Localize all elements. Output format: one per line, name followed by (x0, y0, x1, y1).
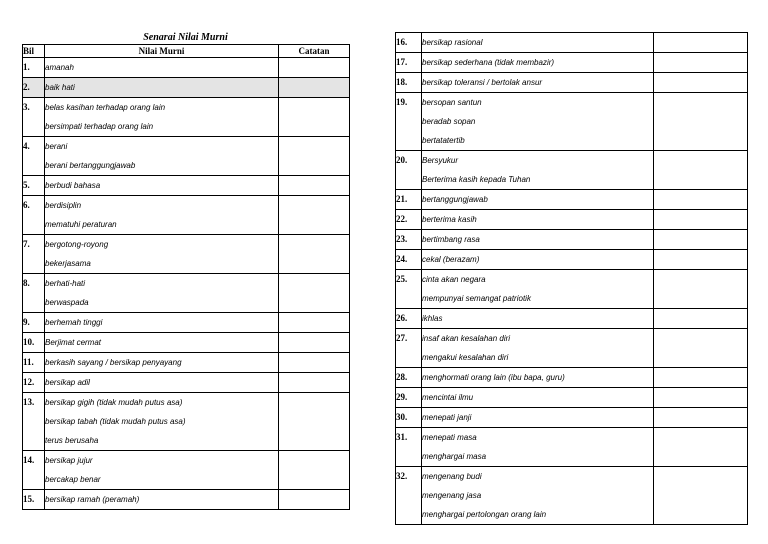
catatan-cell[interactable] (654, 73, 748, 93)
value-text: bersopan santun (422, 98, 482, 107)
catatan-cell[interactable] (654, 270, 748, 309)
value-cell (45, 176, 279, 196)
catatan-cell[interactable] (654, 309, 748, 329)
table-row (396, 210, 748, 230)
row-number: 31. (396, 428, 422, 467)
row-number: 8. (23, 274, 45, 313)
table-row (396, 190, 748, 210)
value-cell (45, 333, 279, 353)
value-cell (422, 270, 654, 309)
value-cell (422, 73, 654, 93)
row-number: 24. (396, 250, 422, 270)
value-text: menghargai masa (422, 452, 487, 461)
value-cell (422, 230, 654, 250)
row-number: 7. (23, 235, 45, 274)
row-number: 15. (23, 490, 45, 510)
catatan-cell[interactable] (279, 451, 350, 490)
catatan-cell[interactable] (654, 408, 748, 428)
catatan-cell[interactable] (279, 313, 350, 333)
header-nilai-murni: Nilai Murni (45, 45, 279, 58)
value-cell (422, 53, 654, 73)
value-text: belas kasihan terhadap orang lain (45, 103, 166, 112)
value-text: Bersyukur (422, 156, 459, 165)
value-text: menepati janji (422, 413, 472, 422)
value-text: beradab sopan (422, 117, 476, 126)
table-row (396, 93, 748, 151)
row-number: 20. (396, 151, 422, 190)
value-text: baik hati (45, 83, 75, 92)
value-cell (45, 313, 279, 333)
row-number: 26. (396, 309, 422, 329)
value-text: berani (45, 142, 68, 151)
value-cell (422, 329, 654, 368)
row-number: 22. (396, 210, 422, 230)
catatan-cell[interactable] (279, 490, 350, 510)
row-number: 10. (23, 333, 45, 353)
value-text: bersikap rasional (422, 38, 483, 47)
table-header (23, 45, 350, 58)
row-number: 16. (396, 33, 422, 53)
catatan-cell[interactable] (279, 98, 350, 137)
catatan-cell[interactable] (279, 333, 350, 353)
value-cell (45, 451, 279, 490)
value-cell (422, 309, 654, 329)
value-text: mengenang jasa (422, 491, 482, 500)
value-cell (45, 490, 279, 510)
value-text: berani bertanggungjawab (45, 161, 136, 170)
value-cell (422, 428, 654, 467)
row-number: 1. (23, 58, 45, 78)
catatan-cell[interactable] (279, 235, 350, 274)
table-row (396, 73, 748, 93)
table-row (23, 373, 350, 393)
value-text: bersikap tabah (tidak mudah putus asa) (45, 417, 186, 426)
table-row (396, 408, 748, 428)
catatan-cell[interactable] (654, 151, 748, 190)
row-number: 23. (396, 230, 422, 250)
catatan-cell[interactable] (279, 196, 350, 235)
catatan-cell[interactable] (279, 373, 350, 393)
value-text: berhati-hati (45, 279, 86, 288)
table-row (396, 151, 748, 190)
table-row (396, 428, 748, 467)
value-text: terus berusaha (45, 436, 99, 445)
value-text: berkasih sayang / bersikap penyayang (45, 358, 182, 367)
row-number: 12. (23, 373, 45, 393)
value-text: mematuhi peraturan (45, 220, 117, 229)
value-cell (45, 98, 279, 137)
row-number: 4. (23, 137, 45, 176)
value-text: bersikap jujur (45, 456, 93, 465)
table-row (23, 78, 350, 98)
row-number: 5. (23, 176, 45, 196)
table-row (23, 274, 350, 313)
value-text: bertanggungjawab (422, 195, 488, 204)
value-text: mencintai ilmu (422, 393, 474, 402)
value-text: Berjimat cermat (45, 338, 102, 347)
catatan-cell[interactable] (654, 33, 748, 53)
catatan-cell[interactable] (654, 467, 748, 525)
table-row (23, 393, 350, 451)
catatan-cell[interactable] (279, 78, 350, 98)
row-number: 27. (396, 329, 422, 368)
value-text: bercakap benar (45, 475, 101, 484)
catatan-cell[interactable] (279, 137, 350, 176)
value-text: Berterima kasih kepada Tuhan (422, 175, 531, 184)
catatan-cell[interactable] (654, 250, 748, 270)
value-text: berterima kasih (422, 215, 477, 224)
row-number: 19. (396, 93, 422, 151)
value-text: mengenang budi (422, 472, 482, 481)
table-row (23, 98, 350, 137)
value-cell (422, 190, 654, 210)
value-text: bersikap toleransi / bertolak ansur (422, 78, 543, 87)
row-number: 21. (396, 190, 422, 210)
table-row (396, 53, 748, 73)
value-cell (422, 408, 654, 428)
catatan-cell[interactable] (654, 190, 748, 210)
value-text: menghargai pertolongan orang lain (422, 510, 547, 519)
value-text: ikhlas (422, 314, 443, 323)
value-text: bersikap gigih (tidak mudah putus asa) (45, 398, 183, 407)
value-cell (45, 78, 279, 98)
table-row (23, 451, 350, 490)
table-row (396, 250, 748, 270)
table-row (23, 333, 350, 353)
row-number: 13. (23, 393, 45, 451)
value-text: berdisiplin (45, 201, 82, 210)
value-text: menepati masa (422, 433, 477, 442)
page-title: Senarai Nilai Murni (143, 32, 228, 43)
row-number: 6. (23, 196, 45, 235)
table-row (396, 309, 748, 329)
table-row (23, 196, 350, 235)
table-row (396, 368, 748, 388)
row-number: 18. (396, 73, 422, 93)
catatan-cell[interactable] (279, 393, 350, 451)
catatan-cell[interactable] (279, 58, 350, 78)
value-cell (45, 137, 279, 176)
value-cell (422, 151, 654, 190)
value-text: bergotong-royong (45, 240, 109, 249)
row-number: 29. (396, 388, 422, 408)
table-row (396, 230, 748, 250)
row-number: 14. (23, 451, 45, 490)
table-row (23, 313, 350, 333)
value-text: bersikap ramah (peramah) (45, 495, 140, 504)
value-cell (422, 388, 654, 408)
catatan-cell[interactable] (654, 210, 748, 230)
row-number: 30. (396, 408, 422, 428)
value-text: berhemah tinggi (45, 318, 103, 327)
value-cell (45, 235, 279, 274)
catatan-cell[interactable] (654, 428, 748, 467)
value-text: cekal (berazam) (422, 255, 480, 264)
table-row (23, 490, 350, 510)
table-row (23, 176, 350, 196)
value-cell (45, 274, 279, 313)
header-bil: Bil (23, 45, 45, 58)
row-number: 17. (396, 53, 422, 73)
table-row (396, 467, 748, 525)
value-cell (45, 58, 279, 78)
value-text: insaf akan kesalahan diri (422, 334, 511, 343)
catatan-cell[interactable] (654, 368, 748, 388)
value-cell (422, 368, 654, 388)
value-text: mengakui kesalahan diri (422, 353, 509, 362)
value-text: menghormati orang lain (ibu bapa, guru) (422, 373, 565, 382)
catatan-cell[interactable] (279, 176, 350, 196)
catatan-cell[interactable] (654, 329, 748, 368)
value-cell (422, 210, 654, 230)
value-cell (422, 250, 654, 270)
value-cell (422, 93, 654, 151)
value-text: berwaspada (45, 298, 89, 307)
value-text: bersikap adil (45, 378, 90, 387)
value-cell (45, 353, 279, 373)
row-number: 32. (396, 467, 422, 525)
catatan-cell[interactable] (654, 230, 748, 250)
values-table-right (395, 32, 748, 525)
table-row (396, 33, 748, 53)
catatan-cell[interactable] (654, 53, 748, 73)
row-number: 3. (23, 98, 45, 137)
value-cell (45, 196, 279, 235)
catatan-cell[interactable] (654, 388, 748, 408)
value-text: mempunyai semangat patriotik (422, 294, 531, 303)
row-number: 28. (396, 368, 422, 388)
row-number: 25. (396, 270, 422, 309)
table-row (23, 353, 350, 373)
values-table-left (22, 44, 350, 510)
value-text: bersikap sederhana (tidak membazir) (422, 58, 555, 67)
value-text: bertatatertib (422, 136, 465, 145)
catatan-cell[interactable] (279, 274, 350, 313)
value-text: berbudi bahasa (45, 181, 101, 190)
table-row (396, 270, 748, 309)
value-text: bekerjasama (45, 259, 91, 268)
value-cell (422, 467, 654, 525)
value-cell (45, 373, 279, 393)
table-row (396, 388, 748, 408)
catatan-cell[interactable] (279, 353, 350, 373)
value-text: bertimbang rasa (422, 235, 480, 244)
value-cell (45, 393, 279, 451)
value-text: amanah (45, 63, 74, 72)
row-number: 9. (23, 313, 45, 333)
catatan-cell[interactable] (654, 93, 748, 151)
value-text: cinta akan negara (422, 275, 486, 284)
value-cell (422, 33, 654, 53)
table-row (23, 137, 350, 176)
row-number: 2. (23, 78, 45, 98)
header-catatan: Catatan (279, 45, 350, 58)
row-number: 11. (23, 353, 45, 373)
table-row (23, 235, 350, 274)
value-text: bersimpati terhadap orang lain (45, 122, 154, 131)
table-row (396, 329, 748, 368)
table-row (23, 58, 350, 78)
